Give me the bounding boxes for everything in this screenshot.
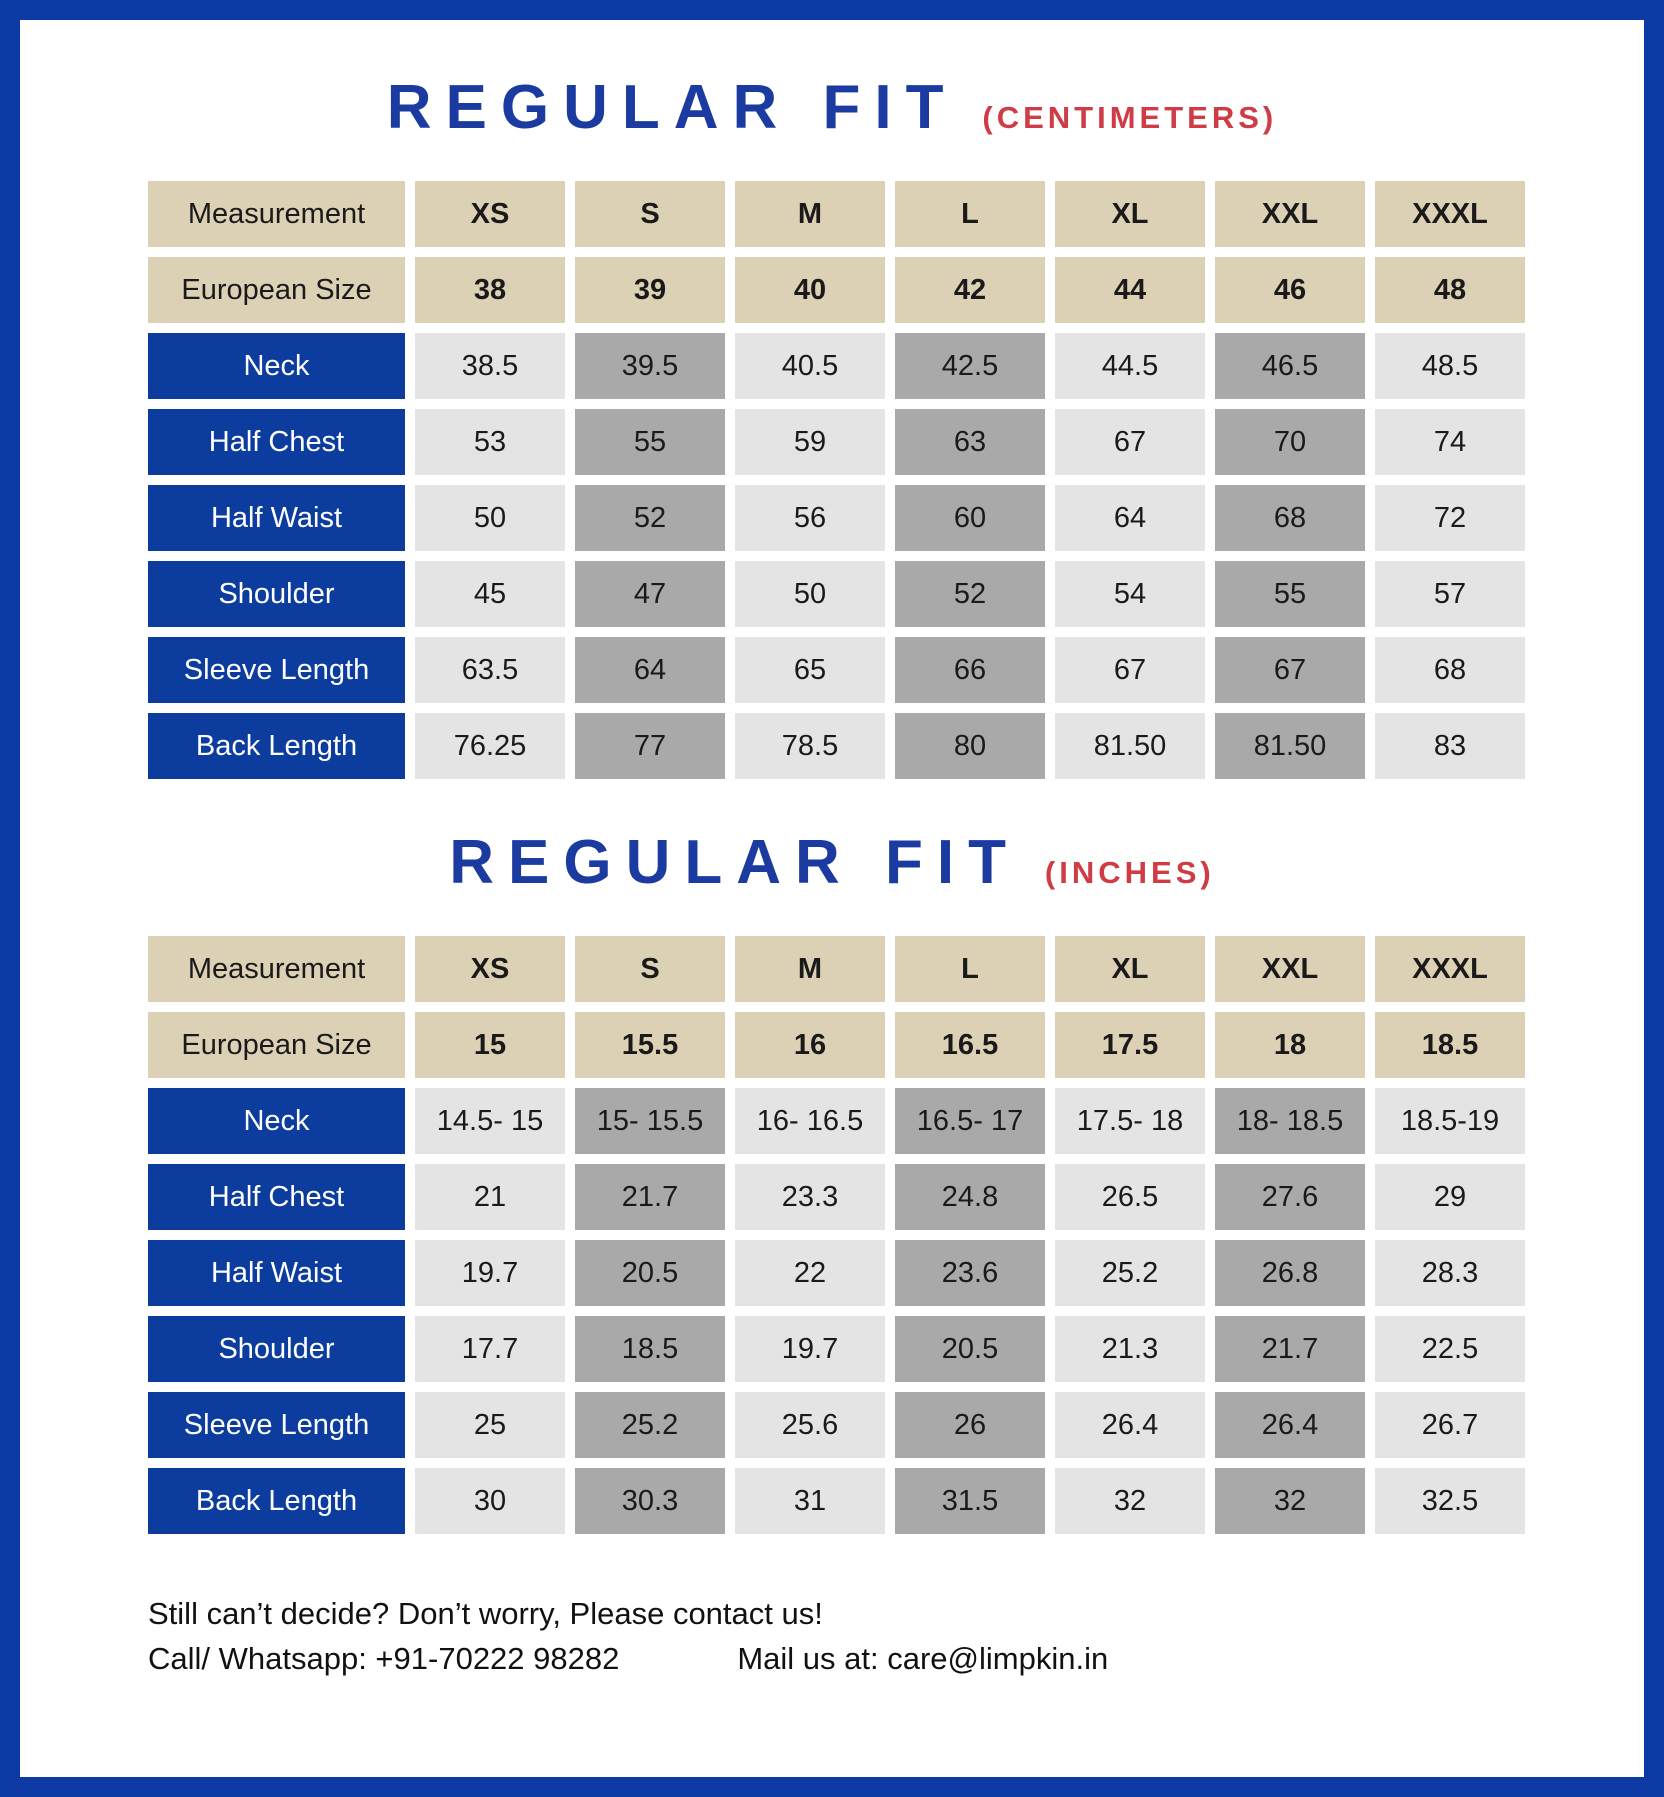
measurement-value: 55 bbox=[575, 409, 725, 475]
measurement-value: 32.5 bbox=[1375, 1468, 1525, 1534]
contact-message: Still can’t decide? Don’t worry, Please contact us! bbox=[148, 1596, 823, 1631]
inches-size-table bbox=[148, 936, 1644, 1534]
measurement-value: 21.7 bbox=[1215, 1316, 1365, 1382]
column-header-xxxl: XXXL bbox=[1375, 936, 1525, 1002]
european-size-value: 15.5 bbox=[575, 1012, 725, 1078]
measurement-value: 80 bbox=[895, 713, 1045, 779]
measurement-value: 26 bbox=[895, 1392, 1045, 1458]
european-size-value: 17.5 bbox=[1055, 1012, 1205, 1078]
measurement-value: 70 bbox=[1215, 409, 1365, 475]
row-label-half-waist: Half Waist bbox=[148, 485, 405, 551]
row-label-shoulder: Shoulder bbox=[148, 1316, 405, 1382]
column-header-s: S bbox=[575, 936, 725, 1002]
measurement-value: 64 bbox=[575, 637, 725, 703]
measurement-value: 74 bbox=[1375, 409, 1525, 475]
contact-email: Mail us at: care@limpkin.in bbox=[737, 1640, 1109, 1676]
measurement-value: 17.5- 18 bbox=[1055, 1088, 1205, 1154]
measurement-value: 81.50 bbox=[1215, 713, 1365, 779]
measurement-value: 72 bbox=[1375, 485, 1525, 551]
measurement-value: 38.5 bbox=[415, 333, 565, 399]
row-label-half-waist: Half Waist bbox=[148, 1240, 405, 1306]
column-header-xs: XS bbox=[415, 936, 565, 1002]
row-label-sleeve-length: Sleeve Length bbox=[148, 1392, 405, 1458]
european-size-value: 48 bbox=[1375, 257, 1525, 323]
measurement-value: 24.8 bbox=[895, 1164, 1045, 1230]
row-label-shoulder: Shoulder bbox=[148, 561, 405, 627]
row-label-neck: Neck bbox=[148, 1088, 405, 1154]
measurement-value: 76.25 bbox=[415, 713, 565, 779]
measurement-value: 26.4 bbox=[1215, 1392, 1365, 1458]
measurement-value: 27.6 bbox=[1215, 1164, 1365, 1230]
measurement-value: 21.3 bbox=[1055, 1316, 1205, 1382]
contact-phone: Call/ Whatsapp: +91-70222 98282 bbox=[148, 1640, 620, 1676]
row-label-back-length: Back Length bbox=[148, 1468, 405, 1534]
european-size-value: 46 bbox=[1215, 257, 1365, 323]
measurement-value: 26.5 bbox=[1055, 1164, 1205, 1230]
measurement-value: 25.2 bbox=[1055, 1240, 1205, 1306]
measurement-value: 52 bbox=[895, 561, 1045, 627]
measurement-value: 22.5 bbox=[1375, 1316, 1525, 1382]
measurement-value: 25.2 bbox=[575, 1392, 725, 1458]
measurement-value: 15- 15.5 bbox=[575, 1088, 725, 1154]
measurement-value: 22 bbox=[735, 1240, 885, 1306]
measurement-value: 21.7 bbox=[575, 1164, 725, 1230]
inches-table-title bbox=[20, 779, 1644, 898]
measurement-value: 19.7 bbox=[735, 1316, 885, 1382]
inches-title-text: REGULAR FIT bbox=[449, 828, 1021, 897]
row-label-half-chest: Half Chest bbox=[148, 1164, 405, 1230]
measurement-value: 56 bbox=[735, 485, 885, 551]
measurement-value: 21 bbox=[415, 1164, 565, 1230]
measurement-value: 28.3 bbox=[1375, 1240, 1525, 1306]
european-size-value: 18.5 bbox=[1375, 1012, 1525, 1078]
measurement-value: 44.5 bbox=[1055, 333, 1205, 399]
european-size-label: European Size bbox=[148, 1012, 405, 1078]
measurement-value: 26.7 bbox=[1375, 1392, 1525, 1458]
measurement-value: 16- 16.5 bbox=[735, 1088, 885, 1154]
measurement-value: 18.5-19 bbox=[1375, 1088, 1525, 1154]
column-header-measurement: Measurement bbox=[148, 936, 405, 1002]
european-size-value: 38 bbox=[415, 257, 565, 323]
measurement-value: 54 bbox=[1055, 561, 1205, 627]
row-label-neck: Neck bbox=[148, 333, 405, 399]
column-header-l: L bbox=[895, 181, 1045, 247]
european-size-value: 15 bbox=[415, 1012, 565, 1078]
measurement-value: 17.7 bbox=[415, 1316, 565, 1382]
measurement-value: 18.5 bbox=[575, 1316, 725, 1382]
measurement-value: 47 bbox=[575, 561, 725, 627]
measurement-value: 18- 18.5 bbox=[1215, 1088, 1365, 1154]
measurement-value: 60 bbox=[895, 485, 1045, 551]
measurement-value: 20.5 bbox=[895, 1316, 1045, 1382]
measurement-value: 50 bbox=[735, 561, 885, 627]
measurement-value: 63 bbox=[895, 409, 1045, 475]
measurement-value: 63.5 bbox=[415, 637, 565, 703]
measurement-value: 25.6 bbox=[735, 1392, 885, 1458]
column-header-m: M bbox=[735, 181, 885, 247]
cm-size-table bbox=[148, 181, 1644, 779]
european-size-label: European Size bbox=[148, 257, 405, 323]
measurement-value: 66 bbox=[895, 637, 1045, 703]
measurement-value: 59 bbox=[735, 409, 885, 475]
measurement-value: 14.5- 15 bbox=[415, 1088, 565, 1154]
measurement-value: 53 bbox=[415, 409, 565, 475]
measurement-value: 40.5 bbox=[735, 333, 885, 399]
measurement-value: 29 bbox=[1375, 1164, 1525, 1230]
european-size-value: 40 bbox=[735, 257, 885, 323]
european-size-value: 16 bbox=[735, 1012, 885, 1078]
measurement-value: 30.3 bbox=[575, 1468, 725, 1534]
measurement-value: 25 bbox=[415, 1392, 565, 1458]
column-header-xl: XL bbox=[1055, 181, 1205, 247]
measurement-value: 67 bbox=[1215, 637, 1365, 703]
measurement-value: 55 bbox=[1215, 561, 1365, 627]
measurement-value: 31 bbox=[735, 1468, 885, 1534]
measurement-value: 48.5 bbox=[1375, 333, 1525, 399]
column-header-measurement: Measurement bbox=[148, 181, 405, 247]
column-header-s: S bbox=[575, 181, 725, 247]
measurement-value: 32 bbox=[1215, 1468, 1365, 1534]
cm-title-unit: (CENTIMETERS) bbox=[982, 100, 1278, 135]
measurement-value: 65 bbox=[735, 637, 885, 703]
row-label-sleeve-length: Sleeve Length bbox=[148, 637, 405, 703]
european-size-value: 18 bbox=[1215, 1012, 1365, 1078]
measurement-value: 31.5 bbox=[895, 1468, 1045, 1534]
row-label-back-length: Back Length bbox=[148, 713, 405, 779]
row-label-half-chest: Half Chest bbox=[148, 409, 405, 475]
measurement-value: 32 bbox=[1055, 1468, 1205, 1534]
measurement-value: 67 bbox=[1055, 409, 1205, 475]
measurement-value: 26.8 bbox=[1215, 1240, 1365, 1306]
measurement-value: 23.3 bbox=[735, 1164, 885, 1230]
european-size-value: 16.5 bbox=[895, 1012, 1045, 1078]
column-header-xs: XS bbox=[415, 181, 565, 247]
measurement-value: 26.4 bbox=[1055, 1392, 1205, 1458]
contact-details bbox=[148, 1637, 1644, 1682]
measurement-value: 57 bbox=[1375, 561, 1525, 627]
column-header-xxxl: XXXL bbox=[1375, 181, 1525, 247]
measurement-value: 19.7 bbox=[415, 1240, 565, 1306]
column-header-m: M bbox=[735, 936, 885, 1002]
inches-title-unit: (INCHES) bbox=[1044, 855, 1215, 890]
column-header-xxl: XXL bbox=[1215, 936, 1365, 1002]
measurement-value: 68 bbox=[1215, 485, 1365, 551]
european-size-value: 39 bbox=[575, 257, 725, 323]
column-header-l: L bbox=[895, 936, 1045, 1002]
measurement-value: 30 bbox=[415, 1468, 565, 1534]
measurement-value: 42.5 bbox=[895, 333, 1045, 399]
measurement-value: 77 bbox=[575, 713, 725, 779]
measurement-value: 67 bbox=[1055, 637, 1205, 703]
column-header-xl: XL bbox=[1055, 936, 1205, 1002]
measurement-value: 23.6 bbox=[895, 1240, 1045, 1306]
measurement-value: 45 bbox=[415, 561, 565, 627]
column-header-xxl: XXL bbox=[1215, 181, 1365, 247]
measurement-value: 68 bbox=[1375, 637, 1525, 703]
measurement-value: 64 bbox=[1055, 485, 1205, 551]
measurement-value: 83 bbox=[1375, 713, 1525, 779]
measurement-value: 81.50 bbox=[1055, 713, 1205, 779]
european-size-value: 44 bbox=[1055, 257, 1205, 323]
measurement-value: 39.5 bbox=[575, 333, 725, 399]
measurement-value: 50 bbox=[415, 485, 565, 551]
european-size-value: 42 bbox=[895, 257, 1045, 323]
measurement-value: 16.5- 17 bbox=[895, 1088, 1045, 1154]
measurement-value: 20.5 bbox=[575, 1240, 725, 1306]
measurement-value: 78.5 bbox=[735, 713, 885, 779]
contact-footer bbox=[148, 1592, 1644, 1682]
cm-table-title bbox=[20, 20, 1644, 143]
measurement-value: 52 bbox=[575, 485, 725, 551]
measurement-value: 46.5 bbox=[1215, 333, 1365, 399]
cm-title-text: REGULAR FIT bbox=[386, 73, 958, 142]
